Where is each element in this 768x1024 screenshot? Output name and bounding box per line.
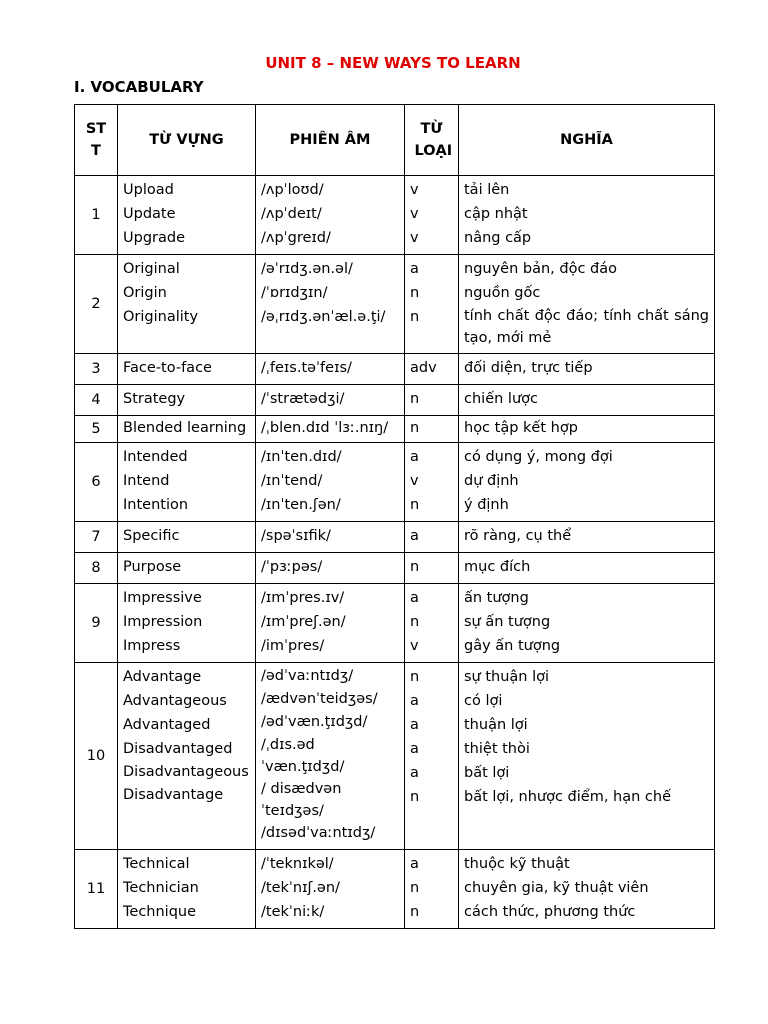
cell-stt: 8: [75, 553, 118, 584]
meaning-line: thuận lợi: [464, 717, 528, 733]
meaning-line: tải lên: [464, 182, 510, 198]
section-heading: I. VOCABULARY: [74, 78, 204, 96]
phonetic-line: /əˌrɪdʒ.ənˈæl.ə.ţi/: [261, 309, 386, 325]
phonetic-line: /spəˈsɪfik/: [261, 528, 331, 544]
cell-phonetic: [256, 850, 405, 929]
header-meaning: NGHĨA: [459, 105, 715, 176]
cell-meaning: [459, 584, 715, 663]
word-line: Technical: [123, 856, 190, 872]
type-line: a: [410, 765, 419, 781]
word-line: Intended: [123, 449, 188, 465]
phonetic-line: /ɪnˈten.dɪd/: [261, 449, 342, 465]
phonetic-line: /ˌblen.dɪd ˈlɜː.nɪŋ/: [261, 420, 389, 436]
word-line: Originality: [123, 309, 199, 325]
word-line: Upgrade: [123, 230, 185, 246]
word-line: Impress: [123, 638, 181, 654]
word-line: Blended learning: [123, 420, 247, 436]
cell-type: [405, 522, 459, 553]
cell-type: [405, 443, 459, 522]
type-line: a: [410, 693, 419, 709]
word-line: Technician: [123, 880, 199, 896]
table-row: [75, 255, 715, 354]
cell-stt: 1: [75, 176, 118, 255]
cell-type: [405, 553, 459, 584]
word-line: Upload: [123, 182, 174, 198]
vocabulary-table: [74, 104, 715, 929]
cell-meaning: [459, 385, 715, 416]
meaning-line: nguồn gốc: [464, 285, 541, 301]
cell-stt: 5: [75, 416, 118, 443]
cell-word: [118, 176, 256, 255]
cell-meaning: [459, 255, 715, 354]
phonetic-line: /ɪnˈten.ʃən/: [261, 497, 341, 513]
cell-phonetic: [256, 522, 405, 553]
word-line: Impressive: [123, 590, 202, 606]
meaning-line: bất lợi, nhược điểm, hạn chế: [464, 789, 672, 805]
cell-phonetic: [256, 176, 405, 255]
phonetic-line: /ɪmˈpres.ɪv/: [261, 590, 345, 606]
table-row: [75, 385, 715, 416]
cell-stt: 3: [75, 354, 118, 385]
meaning-line: bất lợi: [464, 765, 510, 781]
word-line: Strategy: [123, 391, 186, 407]
word-line: Intention: [123, 497, 189, 513]
cell-word: [118, 255, 256, 354]
cell-meaning: [459, 443, 715, 522]
type-line: a: [410, 261, 419, 277]
type-line: v: [410, 206, 419, 222]
page-title: UNIT 8 – NEW WAYS TO LEARN: [265, 54, 521, 72]
cell-stt: 6: [75, 443, 118, 522]
meaning-line: nâng cấp: [464, 230, 532, 246]
cell-meaning: [459, 522, 715, 553]
type-line: adv: [410, 360, 437, 376]
type-line: n: [410, 391, 420, 407]
cell-phonetic: [256, 663, 405, 850]
cell-type: [405, 176, 459, 255]
header-type: TỪ LOẠI: [405, 105, 459, 176]
type-line: a: [410, 449, 419, 465]
phonetic-line: / disædvənˈteɪdʒəs/: [261, 781, 342, 819]
phonetic-line: /dɪsədˈvaːntɪdʒ/: [261, 825, 376, 841]
phonetic-line: /tekˈniːk/: [261, 904, 325, 920]
cell-phonetic: [256, 553, 405, 584]
meaning-line: ấn tượng: [464, 590, 529, 606]
header-stt: ST T: [75, 105, 118, 176]
cell-word: [118, 354, 256, 385]
table-row: [75, 354, 715, 385]
word-line: Face-to-face: [123, 360, 212, 376]
phonetic-line: /əˈrɪdʒ.ən.əl/: [261, 261, 353, 277]
meaning-line: có dụng ý, mong đợi: [464, 449, 613, 465]
cell-meaning: [459, 176, 715, 255]
meaning-line: rõ ràng, cụ thể: [464, 528, 572, 544]
meaning-line: thuộc kỹ thuật: [464, 856, 570, 872]
meaning-line: sự thuận lợi: [464, 669, 550, 685]
type-line: n: [410, 285, 420, 301]
cell-phonetic: [256, 385, 405, 416]
phonetic-line: /ˈpɜːpəs/: [261, 559, 323, 575]
cell-word: [118, 663, 256, 850]
phonetic-line: /ˈɒrɪdʒɪn/: [261, 285, 328, 301]
cell-word: [118, 584, 256, 663]
cell-stt: 9: [75, 584, 118, 663]
meaning-line: học tập kết hợp: [464, 420, 578, 436]
type-line: a: [410, 856, 419, 872]
table-row: [75, 850, 715, 929]
meaning-line: cập nhật: [464, 206, 528, 222]
header-word: TỪ VỰNG: [118, 105, 256, 176]
type-line: a: [410, 590, 419, 606]
meaning-line: tính chất độc đáo; tính chất sáng tạo, mới mẻ: [464, 308, 709, 346]
word-line: Disadvantage: [123, 787, 224, 803]
word-line: Disadvantaged: [123, 741, 233, 757]
word-line: Advantaged: [123, 717, 211, 733]
cell-stt: 7: [75, 522, 118, 553]
cell-phonetic: [256, 354, 405, 385]
table-row: [75, 416, 715, 443]
type-line: n: [410, 497, 420, 513]
word-line: Disadvantageous: [123, 764, 249, 780]
cell-type: [405, 850, 459, 929]
phonetic-line: /ʌpˈloʊd/: [261, 182, 324, 198]
cell-word: [118, 385, 256, 416]
table-row: [75, 553, 715, 584]
phonetic-line: /ʌpˈgreɪd/: [261, 230, 331, 246]
meaning-line: nguyên bản, độc đáo: [464, 261, 618, 277]
type-line: n: [410, 420, 420, 436]
meaning-line: thiệt thòi: [464, 741, 530, 757]
cell-type: [405, 663, 459, 850]
word-line: Purpose: [123, 559, 182, 575]
table-row: [75, 176, 715, 255]
word-line: Intend: [123, 473, 170, 489]
cell-word: [118, 553, 256, 584]
word-line: Advantage: [123, 669, 202, 685]
type-line: n: [410, 789, 420, 805]
word-line: Original: [123, 261, 180, 277]
cell-meaning: [459, 850, 715, 929]
table-body: [75, 176, 715, 929]
type-line: a: [410, 717, 419, 733]
type-line: n: [410, 669, 420, 685]
type-line: n: [410, 880, 420, 896]
type-line: v: [410, 230, 419, 246]
cell-meaning: [459, 354, 715, 385]
meaning-line: chiến lược: [464, 391, 538, 407]
meaning-line: cách thức, phương thức: [464, 904, 636, 920]
table-row: [75, 522, 715, 553]
cell-stt: 11: [75, 850, 118, 929]
meaning-line: đối diện, trực tiếp: [464, 360, 593, 376]
type-line: n: [410, 309, 420, 325]
word-line: Impression: [123, 614, 203, 630]
meaning-line: sự ấn tượng: [464, 614, 551, 630]
type-line: n: [410, 614, 420, 630]
cell-phonetic: [256, 255, 405, 354]
table-row: [75, 663, 715, 850]
cell-phonetic: [256, 416, 405, 443]
type-line: n: [410, 904, 420, 920]
type-line: v: [410, 182, 419, 198]
cell-type: [405, 385, 459, 416]
meaning-line: chuyên gia, kỹ thuật viên: [464, 880, 649, 896]
meaning-line: ý định: [464, 497, 509, 513]
cell-word: [118, 416, 256, 443]
meaning-line: mục đích: [464, 559, 531, 575]
meaning-line: có lợi: [464, 693, 503, 709]
phonetic-line: /ˈteknɪkəl/: [261, 856, 334, 872]
cell-type: [405, 354, 459, 385]
type-line: a: [410, 741, 419, 757]
word-line: Specific: [123, 528, 180, 544]
phonetic-line: /ˌdɪs.əd ˈvæn.ţɪdʒd/: [261, 737, 345, 775]
cell-word: [118, 443, 256, 522]
cell-word: [118, 850, 256, 929]
word-line: Advantageous: [123, 693, 227, 709]
cell-phonetic: [256, 443, 405, 522]
type-line: n: [410, 559, 420, 575]
type-line: v: [410, 473, 419, 489]
header-phonetic: PHIÊN ÂM: [256, 105, 405, 176]
phonetic-line: /ædvənˈteidʒəs/: [261, 691, 378, 707]
phonetic-line: /ədˈvæn.ţɪdʒd/: [261, 714, 368, 730]
cell-meaning: [459, 416, 715, 443]
phonetic-line: /ədˈvaːntɪdʒ/: [261, 668, 354, 684]
table-header-row: [75, 105, 715, 176]
cell-phonetic: [256, 584, 405, 663]
table-row: [75, 443, 715, 522]
type-line: v: [410, 638, 419, 654]
phonetic-line: /ɪmˈpreʃ.ən/: [261, 614, 346, 630]
cell-meaning: [459, 553, 715, 584]
phonetic-line: /ʌpˈdeɪt/: [261, 206, 322, 222]
word-line: Origin: [123, 285, 167, 301]
cell-type: [405, 416, 459, 443]
phonetic-line: /ɪnˈtend/: [261, 473, 323, 489]
cell-meaning: [459, 663, 715, 850]
word-line: Technique: [123, 904, 197, 920]
cell-word: [118, 522, 256, 553]
cell-stt: 4: [75, 385, 118, 416]
word-line: Update: [123, 206, 176, 222]
table-row: [75, 584, 715, 663]
cell-type: [405, 255, 459, 354]
cell-stt: 10: [75, 663, 118, 850]
phonetic-line: /tekˈnɪʃ.ən/: [261, 880, 340, 896]
meaning-line: dự định: [464, 473, 519, 489]
type-line: a: [410, 528, 419, 544]
meaning-line: gây ấn tượng: [464, 638, 561, 654]
phonetic-line: /ˈstrætədʒi/: [261, 391, 345, 407]
phonetic-line: /ˌfeɪs.təˈfeɪs/: [261, 360, 352, 376]
cell-type: [405, 584, 459, 663]
cell-stt: 2: [75, 255, 118, 354]
phonetic-line: /imˈpres/: [261, 638, 325, 654]
